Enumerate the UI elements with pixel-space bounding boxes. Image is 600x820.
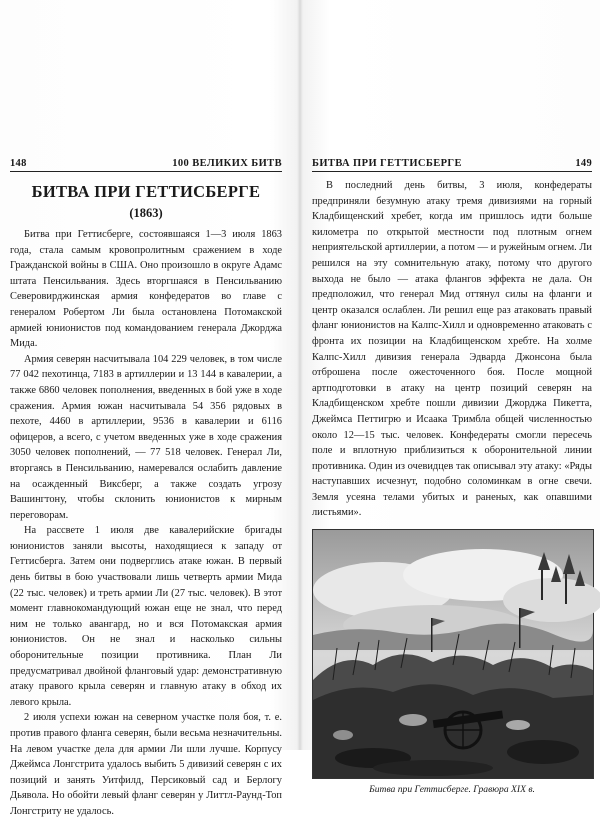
- left-paragraph-1: Битва при Геттисберге, состоявшаяся 1—3 июля 1863 года, стала самым кровопролитным сражением в ходе Гражданской войны в США. Оно произошло в округе Адамс штата Пенсильвания. Здесь вторгшаяся в Пенсильванию Северовирджинская армия конфедератов во главе с генералом Робертом Ли была остановлена Потомакской армией юнионистов под командованием генерала Джорджа Мида.: [10, 229, 282, 350]
- left-page: [10, 158, 282, 817]
- left-paragraph-4: 2 июля успехи южан на северном участке поля боя, т. е. против правого фланга северян, были весьма незначительны. На левом участке дела для армии Ли шли лучше. Корпусу Джеймса Лонгстрита удалось выбить 5 дивизий северян с их позиций и занять Уитфилд, Персиковый сад и Берлогу Дьявола. Но обойти левый фланг северян у Литтл-Раунд-Топ Лонгстриту не удалось.: [10, 712, 282, 817]
- left-running-title: 100 ВЕЛИКИХ БИТВ: [172, 158, 282, 169]
- right-page: [312, 158, 592, 796]
- left-page-number: 148: [10, 158, 27, 169]
- left-paragraph-2: Армия северян насчитывала 104 229 человек, в том числе 77 042 пехотинца, 7183 в артиллерии и 13 144 в кавалерии, а также 6860 человек пополнения, введенных в бой уже в ходе сражения. Армия южан насчитывала 54 356 рядовых в пехоте, 4460 в артиллерии, 9536 в кавалерии и 6116 офицеров, а всего, с учетом введенных уже в ходе сражения 3050 человек пополнений, — 77 518 человек. Генерал Ли, вторгаясь в Пенсильванию, намеревался ослабить давление на осажденный Виксберг, а также создать угрозу Вашингтону, чтобы склонить юнионистов к мирным переговорам.: [10, 353, 282, 521]
- engraving-illustration: [313, 530, 593, 778]
- right-paragraph-1: В последний день битвы, 3 июля, конфедераты предприняли безумную атаку тремя дивизиями на горный Кладбищенский хребет, когда им пришлось идти больше километра по открытой местности под плотным огнем неприятельской артиллерии, а потом — и ружейным огнем. Ли решился на эту сомнительную атаку, потому что другого выхода не было — атака флангов эффекта не дала. Он предположил, что генерал Мид оттянул силы на фланги и центр оказался ослаблен. Ли решил еще раз атаковать правый фланг юнионистов на Калпс-Хилл и одновременно атаковать с фронта их позиции на Кладбищенском хребте. На холме Калпс-Хилл дивизия генерала Эдварда Джонсона была отброшена после ожесточенного боя. После мощной артподготовки в атаку на центр позиций северян на Кладбищенском хребте пошли дивизии Джорджа Пикетта, Джеймса Петтигрю и Исаака Тримбла общей численностью около 12—15 тыс. человек. Конфедераты смогли пересечь поле и вплотную приблизиться к оборонительной линии противника. Один из очевидцев так описывал эту атаку: «Ряды наступавших исчезнут, подобно соломинкам в огне свечи. Земля усеяна телами убитых и раненых, как опавшими листьями».: [312, 180, 592, 519]
- right-running-title: БИТВА ПРИ ГЕТТИСБЕРГЕ: [312, 158, 462, 169]
- chapter-year: (1863): [129, 206, 163, 220]
- right-running-head: [312, 158, 592, 172]
- battle-engraving: [312, 529, 594, 779]
- left-paragraph-3: На рассвете 1 июля две кавалерийские бригады юнионистов заняли высоты, находящиеся к западу от Геттисберга. Затем они подверглись атаке южан. В первый день битвы в бою участвовали лишь четверть армии Мида (22 тыс. человек) и треть армии Ли (27 тыс. человек). В этот момент главнокомандующий южан еще не знал, что перед ним не только авангард, но и вся Потомакская армия юнионистов. Он не знал и насколько сильны оборонительные позиции противника. План Ли предусматривал двойной фланговый удар: демонстративную атаку правого крыла северян и главную атаку в обход их левого крыла.: [10, 525, 282, 708]
- figure-caption: Битва при Геттисберге. Гравюра XIX в.: [369, 784, 535, 796]
- chapter-title: БИТВА ПРИ ГЕТТИСБЕРГЕ: [31, 182, 261, 201]
- left-running-head: [10, 158, 282, 172]
- right-page-number: 149: [575, 158, 592, 169]
